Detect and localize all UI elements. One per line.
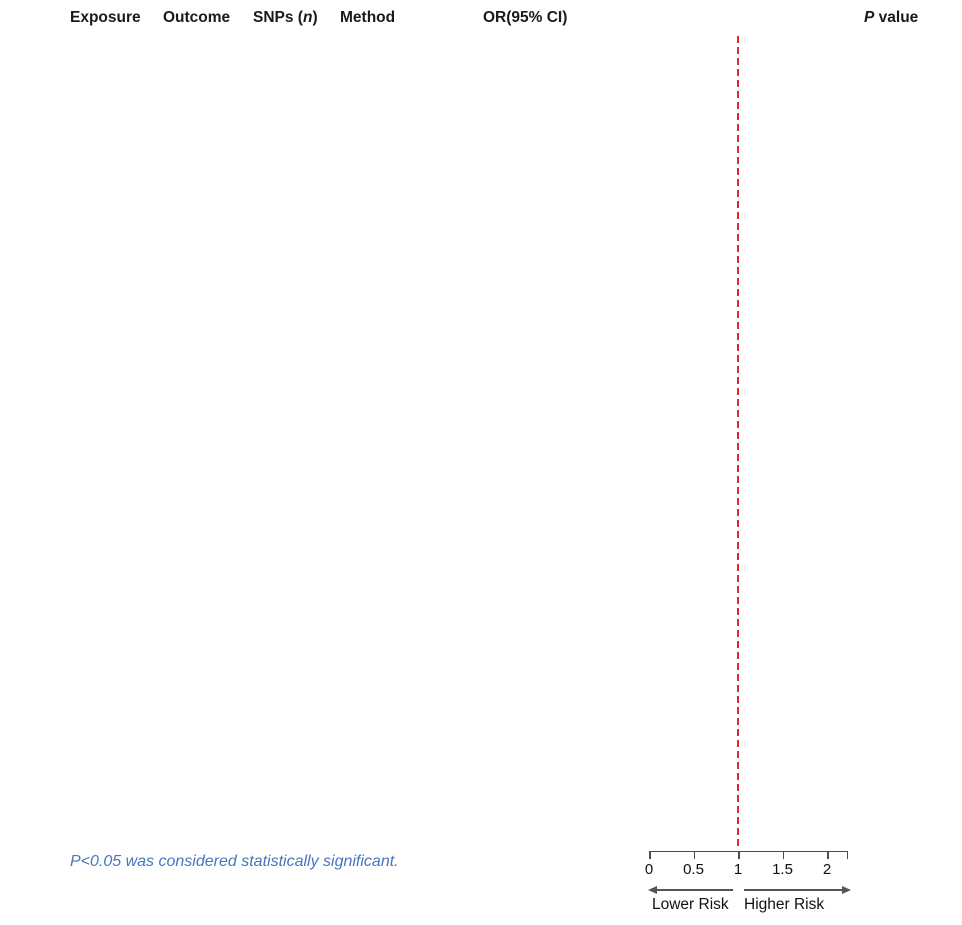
lower-risk-arrowhead-icon — [648, 886, 657, 894]
column-header-or-ci: OR(95% CI) — [483, 9, 568, 26]
column-header-outcome: Outcome — [163, 9, 231, 26]
x-axis-tick-label: 1.5 — [772, 860, 793, 878]
column-header-exposure: Exposure — [70, 9, 141, 26]
x-axis-tick — [694, 852, 696, 859]
x-axis-tick — [827, 852, 829, 859]
x-axis-end-tick — [847, 852, 849, 859]
column-header-snps: SNPs (n) — [253, 9, 318, 26]
x-axis-tick-label: 2 — [822, 860, 832, 878]
reference-line — [737, 36, 740, 847]
x-axis-tick-label: 0.5 — [683, 860, 704, 878]
footnote: P<0.05 was considered statistically significant. — [70, 853, 399, 870]
higher-risk-arrow — [744, 889, 842, 891]
column-header-p-value: P value — [864, 9, 919, 26]
x-axis-tick-label: 0 — [644, 860, 654, 878]
x-axis-line — [649, 851, 848, 853]
x-axis-tick — [738, 852, 740, 859]
x-axis-tick — [783, 852, 785, 859]
lower-risk-label: Lower Risk — [652, 896, 729, 913]
higher-risk-label: Higher Risk — [744, 896, 825, 913]
x-axis-tick — [649, 852, 651, 859]
column-header-method: Method — [340, 9, 396, 26]
higher-risk-arrowhead-icon — [842, 886, 851, 894]
lower-risk-arrow — [652, 889, 733, 891]
x-axis-tick-label: 1 — [733, 860, 743, 878]
